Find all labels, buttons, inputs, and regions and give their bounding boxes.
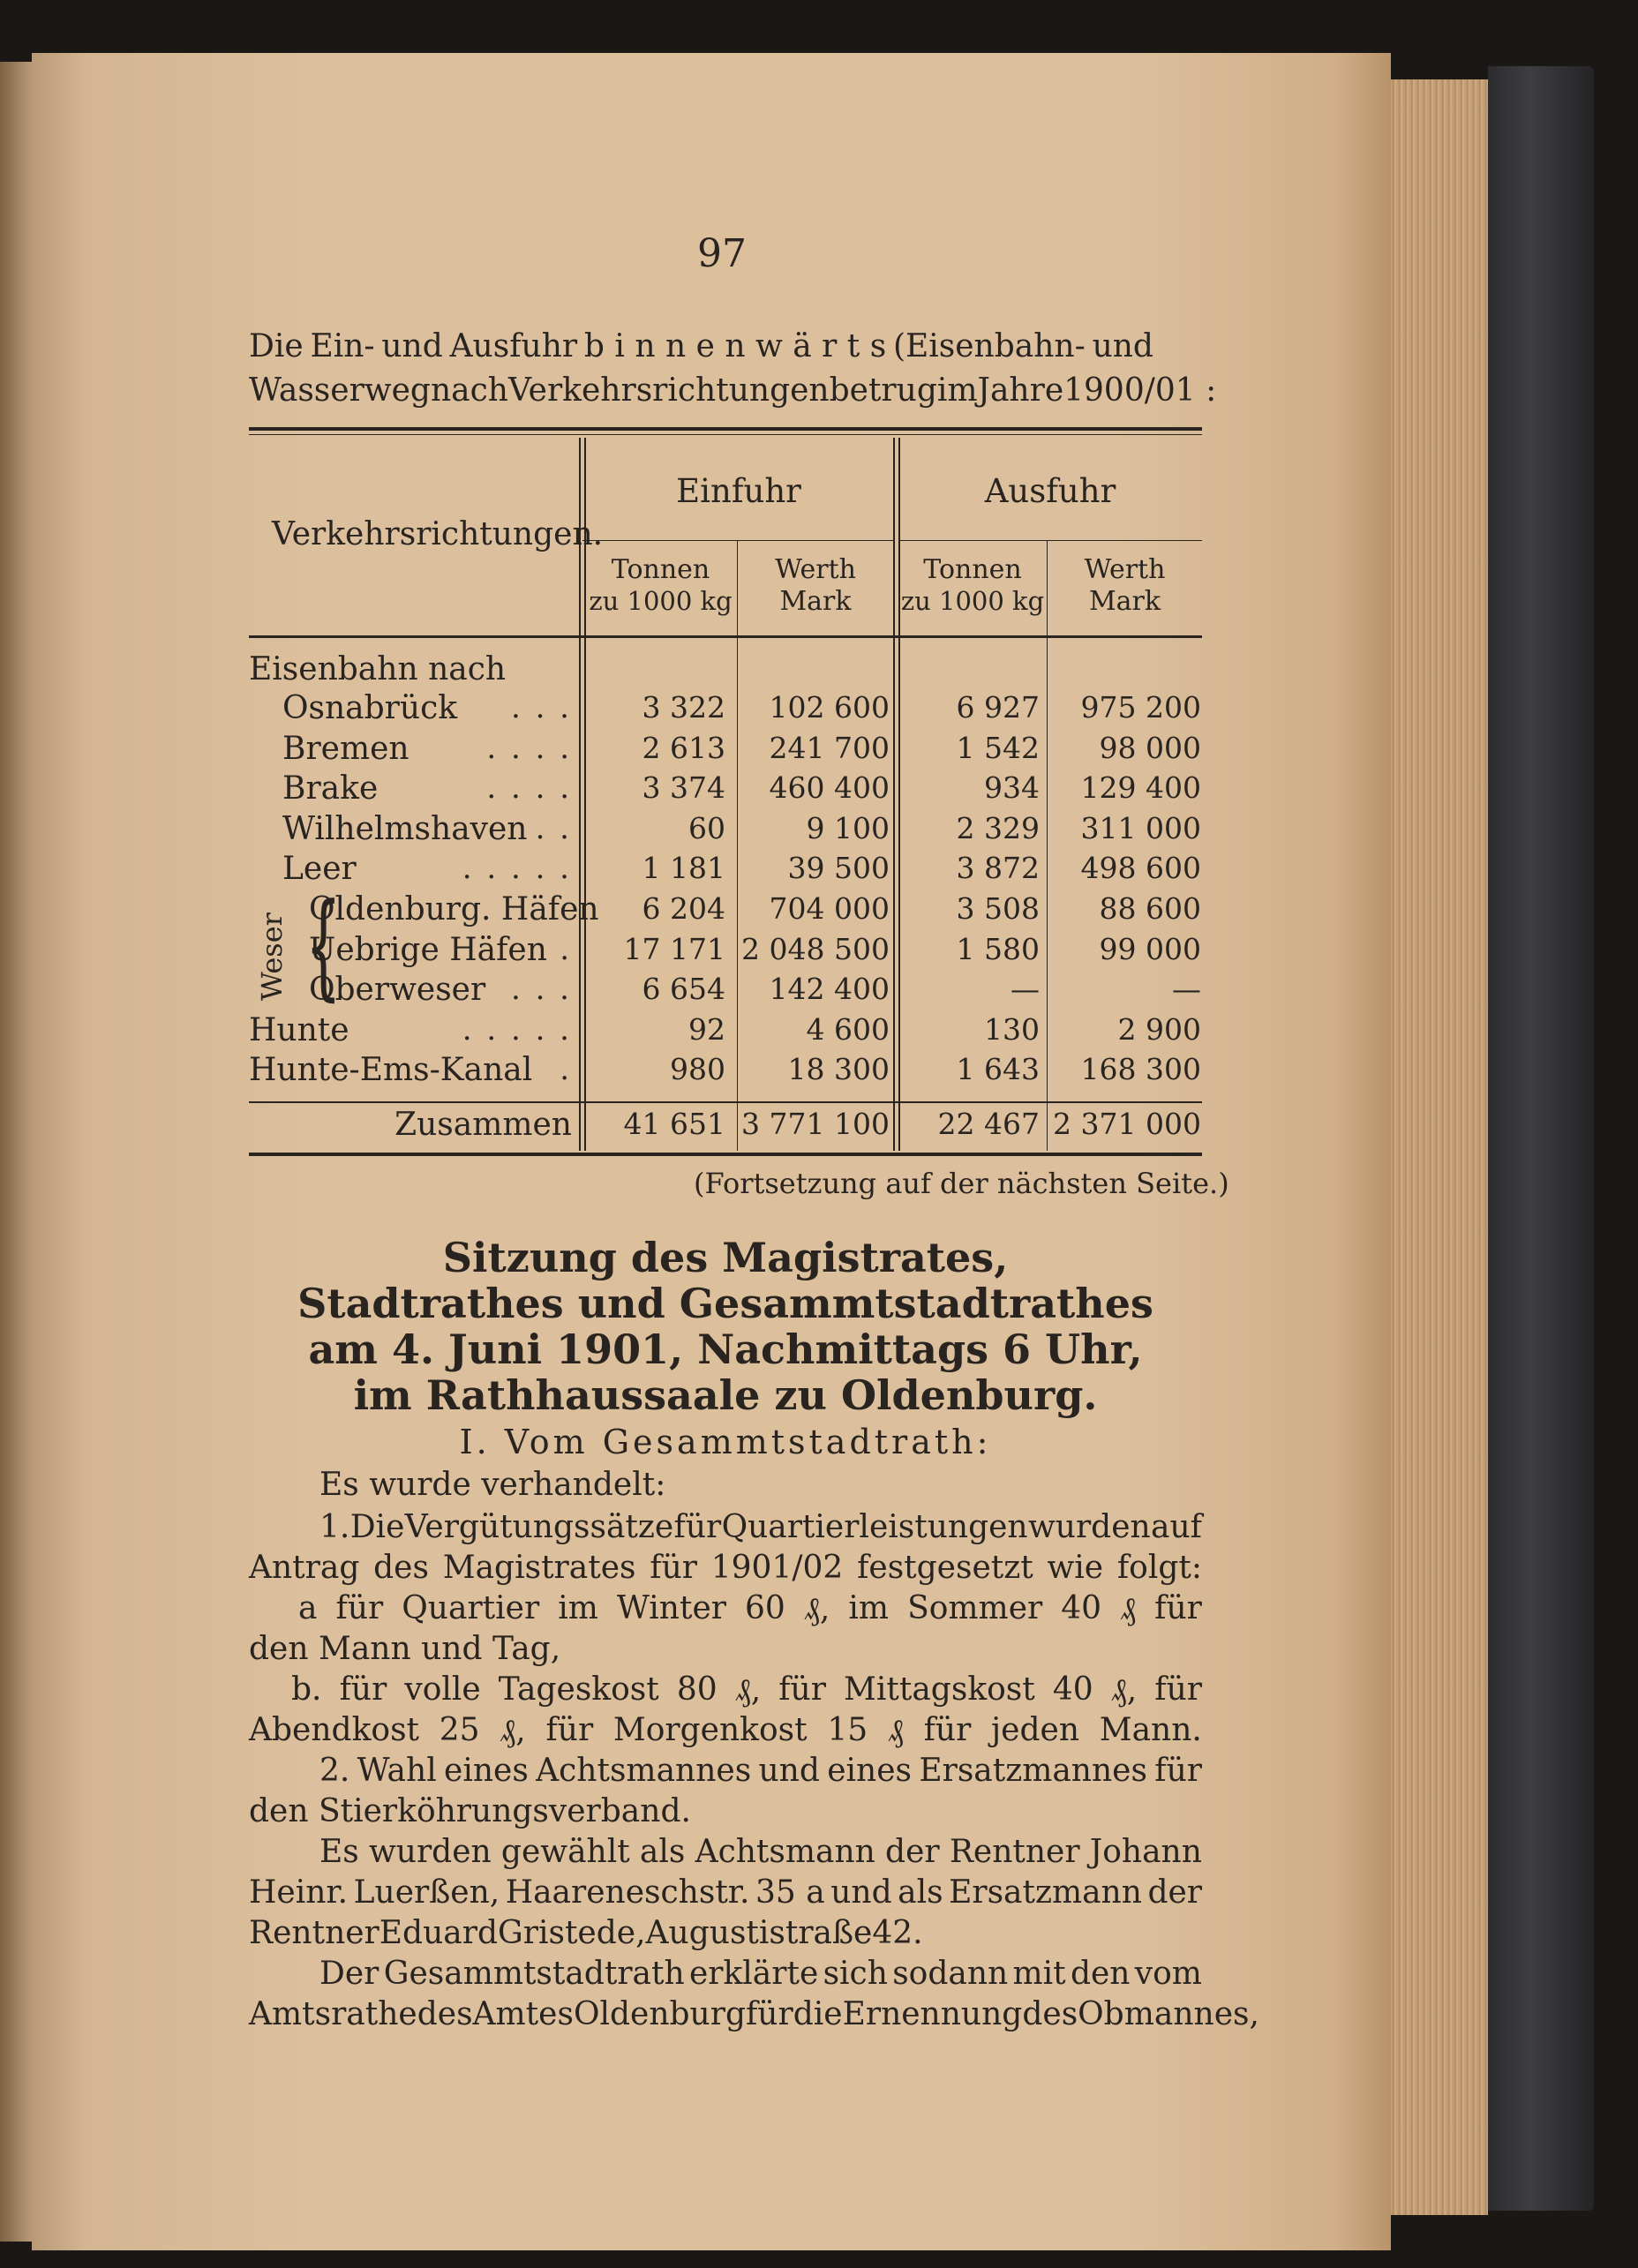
body-line-5: den Mann und Tag,	[249, 1631, 561, 1667]
word: 25	[439, 1712, 480, 1748]
word: (Eisenbahn-	[892, 328, 1086, 364]
cell-aus-werth: 498 600	[1080, 851, 1201, 886]
weser-brace: {	[304, 878, 342, 1012]
cell-ein-werth: 704 000	[769, 891, 890, 926]
header-einfuhr: Einfuhr	[676, 472, 801, 510]
col-sep-mid	[893, 438, 895, 1151]
row-leader: . .	[535, 810, 572, 846]
header-ein-tonnen-2: zu 1000 kg	[589, 586, 733, 616]
word: den	[1070, 1956, 1131, 1992]
row-label: Brake	[282, 770, 379, 807]
body-line-10	[319, 1834, 1202, 1870]
word: Gristede,	[498, 1915, 646, 1951]
header-ausfuhr: Ausfuhr	[984, 472, 1116, 510]
word: eines	[444, 1753, 529, 1789]
cell-ein-werth: 9 100	[806, 810, 890, 845]
cell-aus-werth: 168 300	[1080, 1052, 1201, 1087]
body-line-1: Es wurde verhandelt:	[319, 1467, 666, 1503]
cell-ein-tonnen: 980	[670, 1052, 725, 1087]
cell-aus-tonnen: —	[1011, 972, 1040, 1007]
word: als	[898, 1874, 943, 1911]
word: Wasserweg	[249, 372, 431, 409]
cell-aus-werth: 975 200	[1080, 690, 1201, 725]
cell-ein-tonnen: 6 654	[642, 972, 725, 1007]
word: und	[381, 328, 443, 364]
continuation-note: (Fortsetzung auf der nächsten Seite.)	[694, 1167, 1229, 1200]
row-label: Wilhelmshaven	[282, 810, 528, 847]
word: 1.	[319, 1509, 350, 1545]
table-bottom-rule	[249, 1153, 1202, 1156]
word: 1901/02	[710, 1550, 844, 1586]
cell-ein-werth: 2 048 500	[741, 931, 890, 966]
left-page-strip	[0, 62, 32, 2242]
word: gewählt	[500, 1834, 630, 1870]
body-line-11	[249, 1874, 1202, 1911]
total-rule	[249, 1101, 1202, 1103]
word: für	[335, 1590, 384, 1626]
word: der	[1147, 1874, 1202, 1911]
cell-ein-tonnen: 1 181	[642, 851, 725, 886]
word: Ersatzmann	[949, 1874, 1142, 1911]
cell-ein-tonnen: 6 204	[642, 891, 725, 926]
body-line-14	[249, 1996, 1259, 2032]
row-label: Hunte	[249, 1011, 349, 1048]
word: Wahl	[357, 1753, 437, 1789]
weser-label: Weser	[254, 912, 289, 1001]
word: des	[417, 1996, 473, 2032]
row-leader: . . . . .	[462, 1011, 572, 1048]
word: b.	[291, 1671, 322, 1708]
word: der	[885, 1834, 940, 1870]
cell-ein-tonnen: 92	[688, 1011, 725, 1047]
word: b i n n e n w ä r t s	[583, 328, 887, 364]
ausfuhr-underline	[898, 540, 1202, 541]
word: des	[1022, 1996, 1078, 2032]
header-aus-werth-2: Mark	[1088, 586, 1161, 617]
body-line-2	[319, 1509, 1202, 1545]
word: volle	[404, 1671, 481, 1708]
word: und	[1092, 328, 1153, 364]
word: Johann	[1089, 1834, 1202, 1870]
heading-line-1: Sitzung des Magistrates,	[442, 1234, 1009, 1281]
body-line-4	[298, 1590, 1202, 1627]
header-aus-tonnen-2: zu 1000 kg	[900, 586, 1045, 616]
word: 40	[1052, 1671, 1093, 1708]
word: Der	[319, 1956, 379, 1992]
word: mit	[1012, 1956, 1066, 1992]
word: jeden	[991, 1712, 1080, 1748]
cell-ein-tonnen: 3 322	[642, 690, 725, 725]
cell-aus-tonnen: 6 927	[956, 690, 1040, 725]
page-edges	[1391, 79, 1488, 2215]
word: Achtsmann	[695, 1834, 875, 1870]
word: ₰,	[1110, 1672, 1138, 1709]
word: 80	[676, 1671, 718, 1708]
word: im	[558, 1590, 598, 1626]
row-leader: . . . .	[486, 770, 572, 807]
book-cover	[1488, 66, 1594, 2211]
header-rule	[249, 635, 1202, 638]
word: im	[936, 372, 978, 409]
total-aus-tonnen: 22 467	[937, 1107, 1040, 1141]
cell-ein-tonnen: 17 171	[623, 931, 725, 966]
cell-ein-werth: 142 400	[769, 972, 890, 1007]
cell-ein-werth: 18 300	[787, 1052, 890, 1087]
row-label: Bremen	[282, 730, 410, 767]
row-label: Leer	[282, 851, 357, 888]
word: Tageskost	[498, 1671, 659, 1708]
word: wurden	[368, 1834, 492, 1870]
row-label: Oldenburg. Häfen	[309, 891, 599, 927]
header-aus-tonnen-1: Tonnen	[923, 554, 1022, 585]
row-leader: .	[560, 931, 572, 967]
word: 42.	[872, 1915, 923, 1951]
word: Luerßen,	[353, 1874, 500, 1911]
section-heading: I. Vom Gesammtstadtrath:	[459, 1423, 992, 1461]
cell-aus-tonnen: 130	[984, 1011, 1040, 1047]
body-line-8	[319, 1753, 1202, 1789]
word: Jahre	[977, 372, 1064, 409]
heading-line-3: am 4. Juni 1901, Nachmittags 6 Uhr,	[308, 1326, 1143, 1373]
word: für	[1154, 1671, 1202, 1708]
group-label-eisenbahn: Eisenbahn nach	[249, 651, 507, 687]
word: Morgenkost	[612, 1712, 808, 1748]
intro-line-2	[249, 372, 1217, 409]
cell-aus-werth: 98 000	[1099, 730, 1201, 765]
word: für	[745, 1996, 793, 2032]
cell-ein-tonnen: 3 374	[642, 770, 725, 806]
word: für	[1154, 1753, 1202, 1789]
header-aus-werth-1: Werth	[1084, 554, 1166, 585]
cell-aus-tonnen: 2 329	[956, 810, 1040, 845]
word: Magistrates	[442, 1550, 636, 1586]
heading-line-2: Stadtrathes und Gesammtstadtrathes	[297, 1280, 1153, 1327]
table-top-rule	[249, 427, 1202, 431]
word: für	[545, 1712, 594, 1748]
word: für	[650, 1550, 697, 1586]
row-label: Osnabrück	[282, 690, 458, 726]
word: als	[639, 1834, 686, 1870]
heading-line-4: im Rathhaussaale zu Oldenburg.	[353, 1371, 1098, 1419]
cell-aus-werth: 99 000	[1099, 931, 1201, 966]
word: die	[793, 1996, 843, 2032]
word: Rentner	[949, 1834, 1080, 1870]
word: Quartier	[402, 1590, 540, 1626]
cell-aus-werth: 2 900	[1117, 1011, 1201, 1047]
cell-ein-tonnen: 2 613	[642, 730, 725, 765]
einfuhr-underline	[582, 540, 893, 541]
word: betrug	[829, 372, 937, 409]
word: Gesammtstadtrath	[383, 1956, 685, 1992]
word: im	[848, 1590, 890, 1626]
header-ein-werth-1: Werth	[775, 554, 856, 585]
cell-ein-tonnen: 60	[688, 810, 725, 845]
word: Abendkost	[249, 1712, 420, 1748]
word: ₰,	[500, 1713, 526, 1749]
word: sodann	[892, 1956, 1009, 1992]
total-aus-werth: 2 371 000	[1053, 1107, 1201, 1141]
header-ein-werth-2: Mark	[779, 586, 852, 617]
word: Augustistraße	[645, 1915, 873, 1951]
word: nach	[430, 372, 508, 409]
cell-aus-tonnen: 1 542	[956, 730, 1040, 765]
row-leader: . . .	[510, 690, 572, 725]
cell-aus-tonnen: 934	[984, 770, 1040, 806]
word: für	[923, 1712, 972, 1748]
word: Ein-	[310, 328, 375, 364]
cell-aus-tonnen: 1 580	[956, 931, 1040, 966]
row-label: Uebrige Häfen	[309, 931, 547, 968]
word: des	[373, 1550, 429, 1586]
word: erklärte	[688, 1956, 819, 1992]
word: Heinr.	[249, 1874, 349, 1911]
body-line-13	[319, 1956, 1202, 1992]
header-ein-tonnen-1: Tonnen	[611, 554, 710, 585]
row-leader: . . . . .	[462, 851, 572, 887]
cell-ein-werth: 102 600	[769, 690, 890, 725]
cell-aus-werth: 311 000	[1080, 810, 1201, 845]
word: Vergütungssätze	[404, 1509, 674, 1545]
word: Rentner	[249, 1915, 379, 1951]
body-line-12	[249, 1915, 923, 1951]
word: Achtsmannes	[536, 1753, 752, 1789]
word: Mann.	[1099, 1712, 1202, 1748]
word: auf	[1151, 1509, 1202, 1545]
word: Haareneschstr.	[505, 1874, 750, 1911]
word: a	[298, 1590, 318, 1626]
word: ₰	[887, 1713, 904, 1749]
word: Ernennung	[842, 1996, 1023, 2032]
row-leader: .	[560, 1052, 572, 1088]
word: und	[758, 1753, 820, 1789]
word: vom	[1134, 1956, 1202, 1992]
word: Amtes	[472, 1996, 574, 2032]
word: ₰	[1120, 1591, 1137, 1627]
word: für	[778, 1671, 826, 1708]
row-label: Oberweser	[309, 972, 486, 1009]
cell-ein-werth: 39 500	[787, 851, 890, 886]
word: Ersatzmannes	[919, 1753, 1147, 1789]
cell-aus-werth: —	[1172, 972, 1201, 1007]
word: und	[830, 1874, 892, 1911]
body-line-7	[249, 1712, 1202, 1749]
word: Es	[319, 1834, 359, 1870]
total-ein-tonnen: 41 651	[623, 1107, 725, 1141]
header-verkehrsrichtungen: Verkehrsrichtungen.	[272, 516, 604, 552]
total-ein-werth: 3 771 100	[741, 1107, 890, 1141]
word: Sommer	[907, 1590, 1043, 1626]
cell-ein-werth: 241 700	[769, 730, 890, 765]
word: folgt:	[1116, 1550, 1202, 1586]
word: 15	[827, 1712, 868, 1748]
word: Die	[349, 1509, 405, 1545]
word: Eduard	[379, 1915, 498, 1951]
row-leader: . . .	[510, 972, 572, 1008]
cell-aus-tonnen: 3 872	[956, 851, 1040, 886]
cell-aus-werth: 88 600	[1099, 891, 1201, 926]
cell-ein-werth: 4 600	[806, 1011, 890, 1047]
body-line-3	[249, 1550, 1202, 1586]
row-leader: . . . .	[486, 730, 572, 766]
word: Oldenburg	[573, 1996, 746, 2032]
body-line-6	[291, 1671, 1202, 1709]
word: Verkehrsrichtungen	[507, 372, 830, 409]
word: wurden	[1027, 1509, 1151, 1545]
word: Amtsrathe	[249, 1996, 417, 2032]
word: Die	[249, 328, 304, 364]
word: Winter	[616, 1590, 726, 1626]
word: Antrag	[249, 1550, 360, 1586]
word: 1900/01 :	[1063, 372, 1217, 409]
word: für	[339, 1671, 387, 1708]
word: 60	[745, 1590, 785, 1626]
intro-line-1	[249, 328, 1153, 364]
page-number: 97	[697, 231, 747, 276]
cell-ein-werth: 460 400	[769, 770, 890, 806]
cell-aus-werth: 129 400	[1080, 770, 1201, 806]
word: festgesetzt	[857, 1550, 1033, 1586]
cell-aus-tonnen: 3 508	[956, 891, 1040, 926]
word: für	[673, 1509, 722, 1545]
table-top-rule-thin	[249, 434, 1202, 435]
word: wie	[1047, 1550, 1104, 1586]
word: Obmannes,	[1078, 1996, 1259, 2032]
word: eines	[827, 1753, 913, 1789]
word: 35 a	[755, 1874, 825, 1911]
word: Quartierleistungen	[721, 1509, 1028, 1545]
word: ₰,	[803, 1591, 830, 1627]
word: 2.	[319, 1753, 350, 1789]
word: Ausfuhr	[449, 328, 578, 364]
row-label: Hunte-Ems-Kanal	[249, 1052, 533, 1089]
word: ₰,	[734, 1672, 762, 1709]
body-line-9: den Stierköhrungsverband.	[249, 1793, 691, 1829]
word: für	[1154, 1590, 1202, 1626]
word: Mittagskost	[844, 1671, 1035, 1708]
cell-aus-tonnen: 1 643	[956, 1052, 1040, 1087]
word: 40	[1061, 1590, 1102, 1626]
word: sich	[823, 1956, 888, 1992]
total-label: Zusammen	[394, 1107, 572, 1143]
